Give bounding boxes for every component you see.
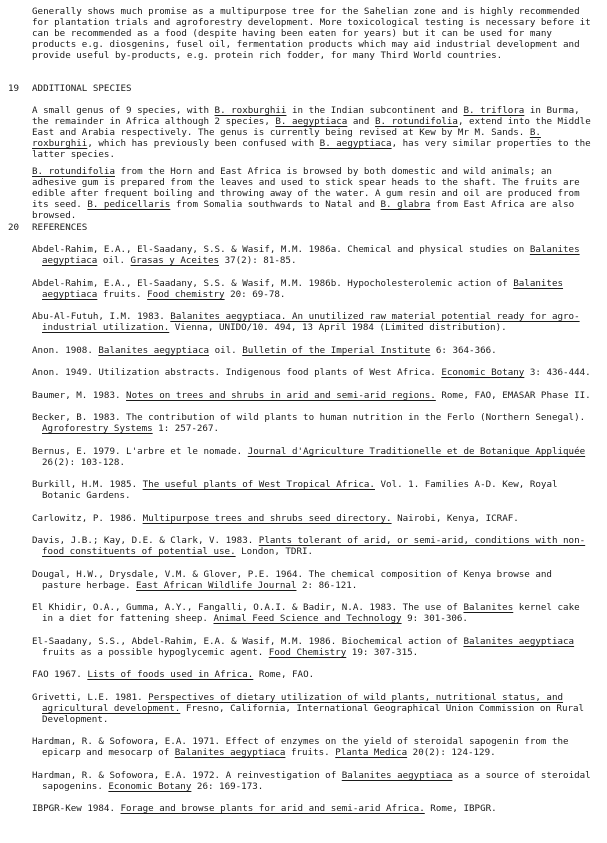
reference-title: Planta Medica	[335, 747, 408, 758]
reference-text: 26(2): 103-128.	[42, 456, 125, 468]
reference-title: The useful plants of West Tropical Africa.	[142, 479, 375, 490]
reference-title: Perspectives of dietary utilization of wild plants, nutritional status, and agricultural development.	[42, 691, 564, 714]
reference-item	[32, 390, 592, 401]
section-20-number: 20	[8, 222, 20, 233]
reference-item	[32, 803, 592, 814]
reference-text: 20: 69-78.	[224, 288, 286, 300]
reference-title: Journal d'Agriculture Traditionelle et de Botanique Appliquée	[247, 445, 586, 457]
reference-item	[32, 479, 592, 501]
reference-item	[32, 602, 592, 624]
reference-item	[32, 345, 592, 356]
reference-item	[32, 692, 592, 725]
reference-text: Vienna, UNIDO/10. 494, 13 April 1984 (Limited distribution).	[169, 322, 507, 333]
reference-title: Lists of foods used in Africa.	[87, 669, 254, 680]
reference-text: Hardman, R. & Sofowora, E.A. 1971. Effect of enzymes on the yield of steroidal sapogenin from the epicarp and mesocarp of	[32, 736, 569, 758]
text: , which has previously been confused with	[87, 138, 320, 149]
reference-text: oil.	[97, 255, 131, 266]
reference-item	[32, 669, 592, 680]
reference-text: 26: 169-173.	[191, 780, 264, 792]
species-name: B. rotundifolia	[32, 166, 115, 177]
reference-text: 37(2): 81-85.	[219, 255, 297, 266]
reference-text: 2: 86-121.	[296, 579, 358, 591]
reference-text: Burkill, H.M. 1985.	[32, 479, 143, 490]
reference-title: Forage and browse plants for arid and semi-arid Africa.	[120, 803, 425, 814]
reference-text: Rome, FAO.	[253, 669, 315, 680]
reference-title: Agroforestry Systems	[42, 423, 153, 434]
reference-title: Economic Botany	[108, 780, 192, 792]
reference-text: fruits.	[285, 747, 336, 758]
reference-text: as a source of steroidal sapogenins.	[42, 769, 591, 792]
reference-title: Grasas y Aceites	[130, 255, 220, 266]
reference-text: Fresno, California, International Geographical Union Commission on Rural Development.	[42, 702, 585, 725]
reference-text: IBPGR-Kew 1984.	[32, 803, 121, 814]
reference-text: Grivetti, L.E. 1981.	[32, 691, 149, 703]
text: and	[347, 116, 375, 127]
reference-text: El Khidir, O.A., Gumma, A.Y., Fangalli, O.A.I. & Badir, N.A. 1983. The use of	[32, 602, 464, 613]
reference-item	[32, 367, 592, 378]
reference-title: Multipurpose trees and shrubs seed directory.	[142, 512, 392, 524]
species-name: B. pedicellaris	[87, 199, 171, 210]
reference-item	[32, 636, 592, 658]
reference-text: Davis, J.B.; Kay, D.E. & Clark, V. 1983.	[32, 535, 259, 546]
reference-text: 9: 301-306.	[401, 613, 468, 624]
reference-text: 3: 436-444.	[524, 367, 591, 378]
reference-item	[32, 513, 592, 524]
reference-title: Balanites aegyptiaca	[42, 277, 564, 300]
intro-paragraph: Generally shows much promise as a multipurpose tree for the Sahelian zone and is highly recommended for plantation trials and agroforestry development. More toxicological testing is necessary before it can be recommended as a food (despite having been eaten for years) but it can be used for many products e.g. diosgenins, fusel oil, fermentation products which may aid industrial development and provide useful by-products, e.g. protein rich fodder, for many Third World countries.	[32, 6, 591, 61]
reference-text: 20(2): 124-129.	[407, 747, 496, 758]
reference-item	[32, 535, 592, 557]
reference-title: Balanites aegyptiaca	[174, 747, 286, 758]
reference-text: 19: 307-315.	[346, 646, 419, 658]
reference-item	[32, 311, 592, 333]
section-19-heading: ADDITIONAL SPECIES	[32, 83, 132, 94]
reference-item	[32, 446, 592, 468]
reference-text: Bernus, E. 1979. L'arbre et le nomade.	[32, 445, 248, 457]
reference-title: East African Wildlife Journal	[136, 579, 297, 591]
reference-title: Notes on trees and shrubs in arid and semi-arid regions.	[126, 389, 436, 401]
reference-text: fruits as a possible hypoglycemic agent.	[42, 646, 269, 658]
reference-text: El-Saadany, S.S., Abdel-Rahim, E.A. & Wasif, M.M. 1986. Biochemical action of	[32, 635, 464, 647]
reference-text: Dougal, H.W., Drysdale, V.M. & Glover, P.E. 1964. The chemical composition of Kenya browse and pasture herbage.	[32, 568, 552, 591]
reference-text: Abu-Al-Futuh, I.M. 1983.	[32, 311, 171, 322]
text: in the Indian subcontinent and	[286, 105, 464, 116]
reference-text: Carlowitz, P. 1986.	[32, 512, 143, 524]
reference-item	[32, 278, 592, 300]
species-name: B. roxburghii	[32, 127, 541, 149]
reference-text: Baumer, M. 1983.	[32, 389, 127, 401]
reference-title: Balanites	[463, 602, 514, 613]
reference-title: Economic Botany	[441, 367, 525, 378]
reference-title: Balanites aegyptiaca. An unutilized raw material potential ready for agro-industrial utilization.	[42, 311, 580, 333]
reference-text: Anon. 1908.	[32, 344, 99, 356]
reference-title: Plants tolerant of arid, or semi-arid, conditions with non-food constituents of potential use.	[42, 535, 586, 557]
text: from the Horn and East Africa is browsed by both domestic and wild animals; an adhesive gum is prepared from the leaves and used to stick spear heads to the shaft. The fruits are edible after frequent boiling and throwing away of the water. A gum resin and oil are produced from its seed.	[32, 166, 580, 210]
reference-item	[32, 736, 592, 758]
reference-title: Balanites aegyptiaca	[42, 244, 580, 266]
reference-text: Rome, FAO, EMASAR Phase II.	[435, 389, 591, 401]
text: in Burma, the remainder in Africa although 2 species,	[32, 105, 580, 127]
section-19-paragraph-1	[32, 94, 592, 160]
reference-title: Balanites aegyptiaca	[98, 344, 210, 356]
reference-text: Nairobi, Kenya, ICRAF.	[391, 512, 519, 524]
species-name: B. rotundifolia	[374, 116, 458, 127]
text: from East Africa are also browsed.	[32, 199, 575, 221]
text: , has very similar properties to the latter species.	[32, 138, 591, 160]
reference-text: oil.	[209, 344, 243, 356]
reference-title: Food chemistry	[147, 288, 225, 300]
reference-text: Abdel-Rahim, E.A., El-Saadany, S.S. & Wasif, M.M. 1986b. Hypocholesterolemic action of	[32, 277, 514, 289]
text: from Somalia southwards to Natal and	[170, 199, 381, 210]
reference-title: Balanites aegyptiaca	[341, 769, 453, 781]
reference-text: Abdel-Rahim, E.A., El-Saadany, S.S. & Wasif, M.M. 1986a. Chemical and physical studies on	[32, 244, 530, 255]
reference-title: Bulletin of the Imperial Institute	[242, 344, 431, 356]
species-name: B. aegyptiaca	[319, 138, 392, 149]
reference-text: 6: 364-366.	[430, 344, 497, 356]
species-name: B. aegyptiaca	[275, 116, 348, 127]
text: A small genus of 9 species, with	[32, 105, 215, 116]
reference-text: London, TDRI.	[235, 546, 314, 557]
reference-item	[32, 770, 592, 792]
reference-item	[32, 412, 592, 434]
species-name: B. roxburghii	[214, 105, 287, 116]
reference-title: Balanites aegyptiaca	[463, 635, 575, 647]
reference-text: Hardman, R. & Sofowora, E.A. 1972. A reinvestigation of	[32, 769, 342, 781]
reference-title: Food Chemistry	[268, 646, 347, 658]
reference-item	[32, 244, 592, 266]
reference-title: Animal Feed Science and Technology	[213, 613, 402, 624]
reference-list	[32, 233, 592, 825]
section-20-heading: REFERENCES	[32, 222, 88, 233]
reference-text: Vol. 1. Families A-D. Kew, Royal Botanic Gardens.	[42, 479, 558, 501]
text: , extend into the Middle East and Arabia respectively. The genus is currently being revised at Kew by Mr M. Sands.	[32, 116, 591, 138]
reference-text: fruits.	[97, 288, 148, 300]
reference-text: 1: 257-267.	[152, 423, 220, 434]
species-name: B. glabra	[380, 199, 431, 210]
species-name: B. triflora	[463, 105, 525, 116]
reference-text: Anon. 1949. Utilization abstracts. Indigenous food plants of West Africa.	[32, 367, 442, 378]
reference-text: Becker, B. 1983. The contribution of wild plants to human nutrition in the Ferlo (Northern Senegal).	[32, 412, 586, 423]
reference-text: FAO 1967.	[32, 669, 88, 680]
reference-text: Rome, IBPGR.	[424, 803, 497, 814]
section-19-number: 19	[8, 83, 20, 94]
reference-item	[32, 569, 592, 591]
reference-text: kernel cake in a diet for fattening sheep.	[42, 602, 580, 624]
section-19-paragraph-2	[32, 155, 592, 221]
